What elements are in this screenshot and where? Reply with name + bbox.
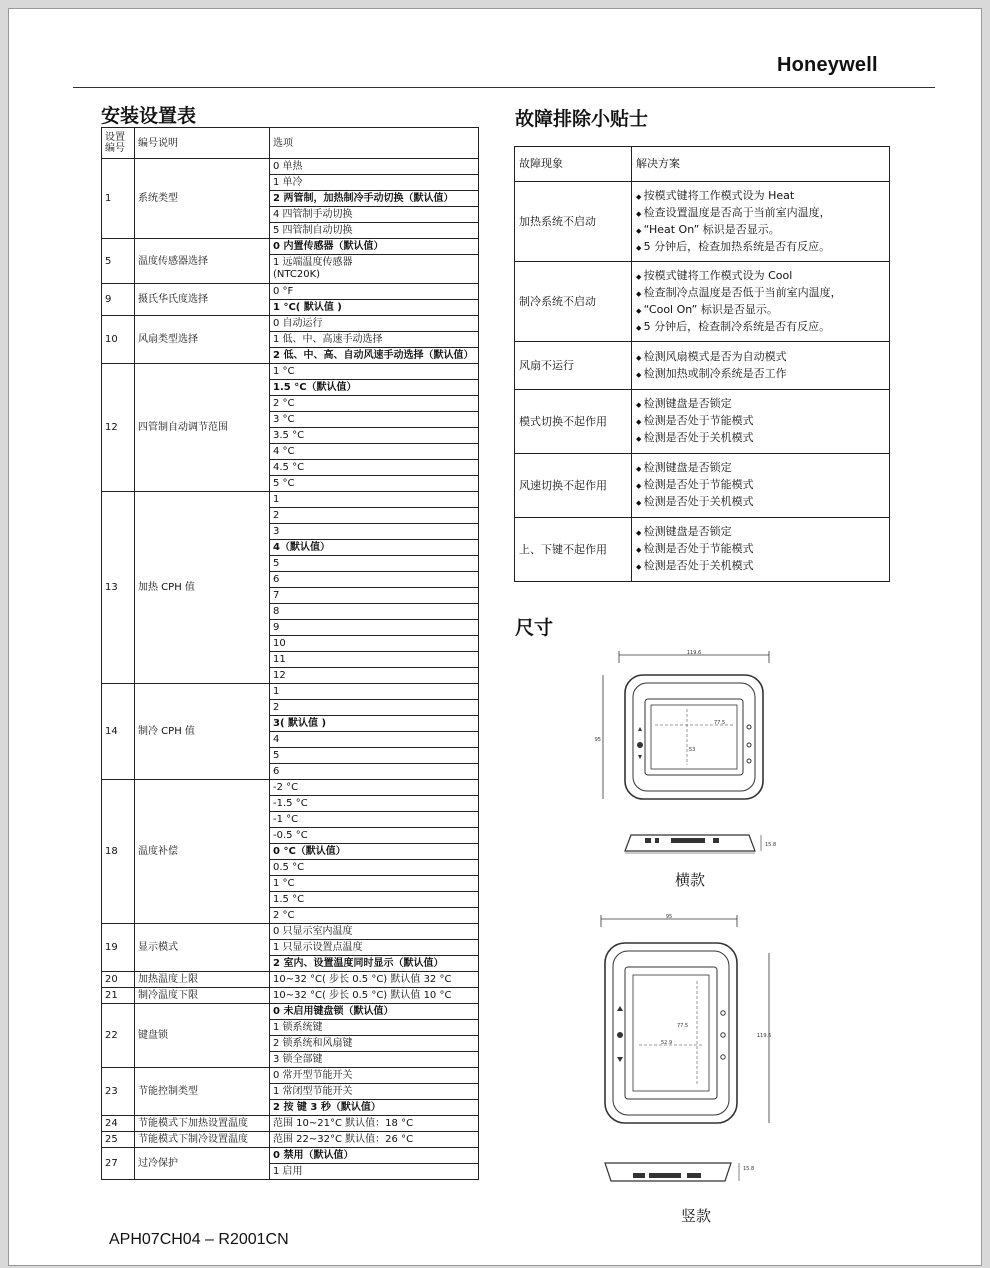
setting-option: 12: [270, 668, 479, 684]
settings-header-cell: 编号说明: [135, 128, 270, 159]
symptom-cell: 加热系统不启动: [515, 182, 632, 262]
settings-row: [102, 1132, 479, 1148]
setting-option: 6: [270, 764, 479, 780]
setting-number: 14: [102, 684, 135, 780]
settings-row: [102, 924, 479, 940]
solution-text: 检测是否处于关机模式: [643, 559, 754, 572]
setting-description: 温度补偿: [135, 780, 270, 924]
solution-cell: [632, 342, 890, 390]
setting-option: 3: [270, 524, 479, 540]
setting-option: 0 常开型节能开关: [270, 1068, 479, 1084]
solution-line: [636, 222, 885, 239]
settings-table: [101, 127, 479, 1180]
settings-row: [102, 1148, 479, 1164]
bullet-icon: ◆: [636, 499, 644, 507]
setting-option: 0 内置传感器（默认值）: [270, 239, 479, 255]
solution-line: [636, 558, 885, 575]
settings-row: [102, 1068, 479, 1084]
troubleshooting-header-cell: 故障现象: [515, 147, 632, 182]
solution-text: 检测键盘是否锁定: [643, 525, 732, 538]
setting-description: 制冷 CPH 值: [135, 684, 270, 780]
bullet-icon: ◆: [636, 209, 644, 218]
setting-option: 0 °F: [270, 284, 479, 300]
solution-text: “Heat On” 标识是否显示。: [643, 222, 780, 236]
solution-line: [636, 239, 885, 256]
bullet-icon: ◆: [636, 323, 644, 332]
setting-number: 24: [102, 1116, 135, 1132]
troubleshooting-table: [514, 146, 890, 582]
setting-number: 23: [102, 1068, 135, 1116]
setting-number: 13: [102, 492, 135, 684]
setting-number: 10: [102, 316, 135, 364]
setting-option: 2 °C: [270, 908, 479, 924]
setting-option: 10~32 °C( 步长 0.5 °C) 默认值 32 °C: [270, 972, 479, 988]
honeywell-logo: Honeywell: [777, 54, 878, 76]
setting-description: 显示模式: [135, 924, 270, 972]
solution-text: 检测是否处于关机模式: [643, 495, 754, 508]
settings-row: [102, 316, 479, 332]
bullet-icon: ◆: [636, 529, 644, 537]
setting-description: 四管制自动调节范围: [135, 364, 270, 492]
setting-option: 5 °C: [270, 476, 479, 492]
solution-text: 按模式键将工作模式设为 Cool: [643, 268, 793, 282]
troubleshooting-header-cell: 解决方案: [632, 147, 890, 182]
setting-description: 风扇类型选择: [135, 316, 270, 364]
solution-line: [636, 366, 885, 383]
setting-description: 加热 CPH 值: [135, 492, 270, 684]
vertical-caption: 竖款: [681, 1207, 712, 1225]
bullet-icon: ◆: [636, 289, 644, 298]
vertical-height-label: 119.6: [757, 1033, 772, 1039]
settings-row: [102, 364, 479, 380]
solution-line: [636, 460, 885, 477]
solution-line: [636, 477, 885, 494]
solution-text: 检查制冷点温度是否低于当前室内温度，: [643, 285, 842, 299]
settings-row: [102, 1004, 479, 1020]
solution-line: [636, 285, 885, 302]
setting-option: 1 锁系统键: [270, 1020, 479, 1036]
horizontal-screen-height-label: 53: [689, 747, 696, 753]
setting-option: 0 只显示室内温度: [270, 924, 479, 940]
solution-line: [636, 494, 885, 511]
solution-cell: [632, 390, 890, 454]
solution-cell: [632, 454, 890, 518]
solution-text: “Cool On” 标识是否显示。: [643, 302, 778, 316]
setting-number: 12: [102, 364, 135, 492]
setting-option: -1 °C: [270, 812, 479, 828]
bullet-icon: ◆: [636, 418, 644, 426]
setting-option: 4 °C: [270, 444, 479, 460]
setting-option: 2 锁系统和风扇键: [270, 1036, 479, 1052]
setting-option: 2 低、中、高、自动风速手动选择（默认值）: [270, 348, 479, 364]
setting-option: 1 只显示设置点温度: [270, 940, 479, 956]
horizontal-caption: 横款: [675, 871, 706, 889]
solution-text: 按模式键将工作模式设为 Heat: [643, 188, 795, 202]
solution-line: [636, 268, 885, 285]
symptom-cell: 制冷系统不启动: [515, 262, 632, 342]
setting-option: 1 远端温度传感器 (NTC20K): [270, 255, 479, 284]
setting-option: 2: [270, 508, 479, 524]
troubleshooting-row: [515, 342, 890, 390]
bullet-icon: ◆: [636, 272, 644, 281]
solution-line: [636, 541, 885, 558]
setting-option: 1 °C: [270, 876, 479, 892]
setting-option: 2 室内、设置温度同时显示（默认值）: [270, 956, 479, 972]
solution-line: [636, 396, 885, 413]
solution-cell: [632, 262, 890, 342]
setting-option: 10: [270, 636, 479, 652]
symptom-cell: 上、下键不起作用: [515, 518, 632, 582]
solution-line: [636, 205, 885, 222]
setting-number: 19: [102, 924, 135, 972]
setting-number: 5: [102, 239, 135, 284]
setting-option: 1: [270, 684, 479, 700]
solution-text: 检测键盘是否锁定: [643, 461, 732, 474]
setting-description: 温度传感器选择: [135, 239, 270, 284]
solution-text: 检测是否处于节能模式: [643, 478, 754, 491]
solution-line: [636, 319, 885, 336]
troubleshooting-row: [515, 390, 890, 454]
settings-row: [102, 988, 479, 1004]
setting-option: 3 锁全部键: [270, 1052, 479, 1068]
vertical-width-label: 95: [665, 914, 673, 920]
setting-option: 3( 默认值 ): [270, 716, 479, 732]
setting-number: 25: [102, 1132, 135, 1148]
vertical-side-diagram: [601, 1153, 771, 1189]
solution-text: 检测键盘是否锁定: [643, 397, 732, 410]
bullet-icon: ◆: [636, 546, 644, 554]
bullet-icon: ◆: [636, 465, 644, 473]
settings-row: [102, 1116, 479, 1132]
troubleshooting-row: [515, 262, 890, 342]
setting-option: 0 禁用（默认值）: [270, 1148, 479, 1164]
solution-line: [636, 349, 885, 366]
setting-option: 1 低、中、高速手动选择: [270, 332, 479, 348]
setting-number: 21: [102, 988, 135, 1004]
troubleshooting-header-row: [515, 147, 890, 182]
setting-option: 1 常闭型节能开关: [270, 1084, 479, 1100]
solution-text: 检测是否处于节能模式: [643, 542, 754, 555]
setting-number: 9: [102, 284, 135, 316]
setting-option: 0 未启用键盘锁（默认值）: [270, 1004, 479, 1020]
setting-option: 0.5 °C: [270, 860, 479, 876]
horizontal-depth-label: 15.8: [765, 842, 777, 848]
solution-text: 检测是否处于关机模式: [643, 431, 754, 444]
settings-header-cell: 设置 编号: [102, 128, 135, 159]
solution-line: [636, 430, 885, 447]
setting-number: 20: [102, 972, 135, 988]
solution-line: [636, 524, 885, 541]
setting-option: -2 °C: [270, 780, 479, 796]
setting-option: 范围 22~32°C 默认值：26 °C: [270, 1132, 479, 1148]
setting-option: 7: [270, 588, 479, 604]
solution-text: 5 分钟后，检查加热系统是否有反应。: [643, 239, 831, 253]
solution-cell: [632, 182, 890, 262]
settings-row: [102, 492, 479, 508]
bullet-icon: ◆: [636, 370, 644, 379]
setting-option: 1 启用: [270, 1164, 479, 1180]
setting-number: 1: [102, 159, 135, 239]
setting-option: 4 四管制手动切换: [270, 207, 479, 223]
solution-text: 5 分钟后，检查制冷系统是否有反应。: [643, 319, 831, 333]
vertical-front-diagram: [591, 913, 791, 1133]
setting-option: 范围 10~21°C 默认值：18 °C: [270, 1116, 479, 1132]
setting-option: 5: [270, 748, 479, 764]
vertical-screen-width-label: 52.9: [661, 1040, 673, 1046]
setting-option: 0 单热: [270, 159, 479, 175]
setting-option: 3.5 °C: [270, 428, 479, 444]
setting-description: 制冷温度下限: [135, 988, 270, 1004]
setting-option: 5: [270, 556, 479, 572]
setting-option: 1: [270, 492, 479, 508]
setting-option: 10~32 °C( 步长 0.5 °C) 默认值 10 °C: [270, 988, 479, 1004]
setting-option: 0 °C（默认值）: [270, 844, 479, 860]
setting-description: 键盘锁: [135, 1004, 270, 1068]
settings-row: [102, 239, 479, 255]
setting-option: 4: [270, 732, 479, 748]
setting-option: -0.5 °C: [270, 828, 479, 844]
troubleshooting-title: 故障排除小贴士: [515, 108, 649, 130]
symptom-cell: 风速切换不起作用: [515, 454, 632, 518]
bullet-icon: ◆: [636, 563, 644, 571]
setting-option: 0 自动运行: [270, 316, 479, 332]
setting-description: 加热温度上限: [135, 972, 270, 988]
bullet-icon: ◆: [636, 401, 644, 409]
setting-option: -1.5 °C: [270, 796, 479, 812]
setting-option: 2: [270, 700, 479, 716]
setting-description: 节能控制类型: [135, 1068, 270, 1116]
setting-number: 22: [102, 1004, 135, 1068]
setting-description: 过冷保护: [135, 1148, 270, 1180]
setting-option: 3 °C: [270, 412, 479, 428]
setting-option: 1.5 °C: [270, 892, 479, 908]
setting-option: 1 单冷: [270, 175, 479, 191]
setting-option: 2 两管制，加热制冷手动切换（默认值）: [270, 191, 479, 207]
solution-text: 检测是否处于节能模式: [643, 414, 754, 427]
solution-line: [636, 302, 885, 319]
horizontal-height-label: 95: [594, 737, 601, 743]
setting-option: 2 °C: [270, 396, 479, 412]
setting-description: 节能模式下制冷设置温度: [135, 1132, 270, 1148]
settings-title: 安装设置表: [101, 105, 197, 127]
vertical-screen-height-label: 77.5: [677, 1023, 689, 1029]
settings-header-row: [102, 128, 479, 159]
solution-text: 检测风扇模式是否为自动模式: [643, 349, 787, 363]
header-rule: [73, 87, 935, 88]
solution-line: [636, 413, 885, 430]
vertical-depth-label: 15.8: [743, 1166, 755, 1172]
troubleshooting-row: [515, 182, 890, 262]
setting-option: 5 四管制自动切换: [270, 223, 479, 239]
settings-row: [102, 780, 479, 796]
setting-option: 8: [270, 604, 479, 620]
setting-option: 1 °C( 默认值 ): [270, 300, 479, 316]
setting-option: 1.5 °C（默认值）: [270, 380, 479, 396]
setting-option: 6: [270, 572, 479, 588]
settings-row: [102, 684, 479, 700]
setting-option: 4（默认值）: [270, 540, 479, 556]
dimensions-title: 尺寸: [515, 617, 554, 639]
setting-description: 系统类型: [135, 159, 270, 239]
settings-row: [102, 159, 479, 175]
bullet-icon: ◆: [636, 353, 644, 362]
setting-description: 摄氏华氏度选择: [135, 284, 270, 316]
solution-cell: [632, 518, 890, 582]
horizontal-front-diagram: [589, 649, 779, 809]
setting-option: 9: [270, 620, 479, 636]
troubleshooting-row: [515, 454, 890, 518]
bullet-icon: ◆: [636, 192, 644, 201]
horizontal-screen-width-label: 77.5: [714, 720, 726, 726]
bullet-icon: ◆: [636, 306, 644, 315]
bullet-icon: ◆: [636, 243, 644, 252]
troubleshooting-row: [515, 518, 890, 582]
symptom-cell: 模式切换不起作用: [515, 390, 632, 454]
solution-text: 检查设置温度是否高于当前室内温度，: [643, 205, 831, 219]
solution-text: 检测加热或制冷系统是否工作: [643, 366, 787, 380]
solution-line: [636, 188, 885, 205]
settings-header-cell: 选项: [270, 128, 479, 159]
settings-row: [102, 284, 479, 300]
setting-option: 2 按 键 3 秒（默认值）: [270, 1100, 479, 1116]
document-page: [8, 8, 982, 1266]
horizontal-width-label: 119.6: [686, 650, 702, 656]
setting-number: 27: [102, 1148, 135, 1180]
settings-row: [102, 972, 479, 988]
document-code: APH07CH04 – R2001CN: [109, 1231, 289, 1248]
horizontal-side-diagram: [621, 825, 781, 861]
setting-number: 18: [102, 780, 135, 924]
setting-description: 节能模式下加热设置温度: [135, 1116, 270, 1132]
bullet-icon: ◆: [636, 482, 644, 490]
setting-option: 11: [270, 652, 479, 668]
setting-option: 4.5 °C: [270, 460, 479, 476]
bullet-icon: ◆: [636, 226, 644, 235]
symptom-cell: 风扇不运行: [515, 342, 632, 390]
setting-option: 1 °C: [270, 364, 479, 380]
bullet-icon: ◆: [636, 435, 644, 443]
